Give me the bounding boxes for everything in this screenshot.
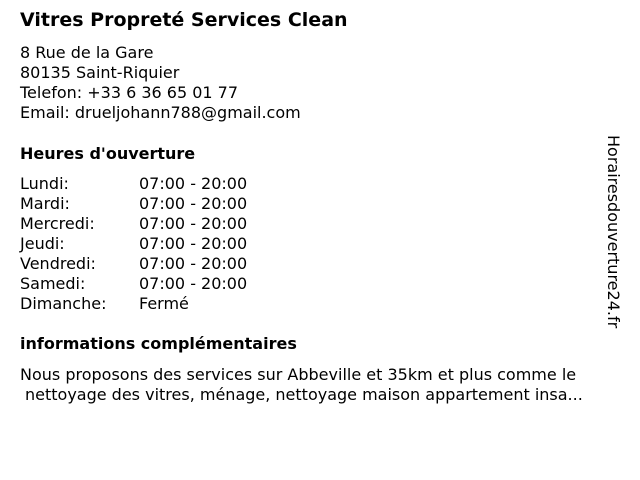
hours-time: Fermé xyxy=(139,294,189,313)
info-line: nettoyage des vitres, ménage, nettoyage maison appartement insa... xyxy=(25,385,583,404)
phone-number: Telefon: +33 6 36 65 01 77 xyxy=(20,83,239,102)
address-city: 80135 Saint-Riquier xyxy=(20,63,180,82)
address-street: 8 Rue de la Gare xyxy=(20,43,154,62)
info-line: Nous proposons des services sur Abbeville et 35km et plus comme le xyxy=(20,365,577,384)
hours-day: Lundi: xyxy=(20,174,69,193)
hours-time: 07:00 - 20:00 xyxy=(139,174,248,193)
hours-day: Vendredi: xyxy=(20,254,96,273)
hours-day: Mercredi: xyxy=(20,214,95,233)
hours-day: Mardi: xyxy=(20,194,70,213)
hours-day: Dimanche: xyxy=(20,294,107,313)
info-description xyxy=(20,365,630,405)
business-name: Vitres Propreté Services Clean xyxy=(20,9,348,31)
hours-day: Samedi: xyxy=(20,274,86,293)
email-address: Email: drueljohann788@gmail.com xyxy=(20,103,301,122)
hours-heading: Heures d'ouverture xyxy=(20,144,196,163)
business-contact-block xyxy=(20,43,301,123)
info-heading: informations complémentaires xyxy=(20,334,297,353)
hours-time: 07:00 - 20:00 xyxy=(139,234,248,253)
hours-time: 07:00 - 20:00 xyxy=(139,194,248,213)
hours-day: Jeudi: xyxy=(20,234,65,253)
site-watermark: Horairesdouverture24.fr xyxy=(604,135,623,329)
hours-time: 07:00 - 20:00 xyxy=(139,274,248,293)
hours-time: 07:00 - 20:00 xyxy=(139,254,248,273)
hours-time: 07:00 - 20:00 xyxy=(139,214,248,233)
